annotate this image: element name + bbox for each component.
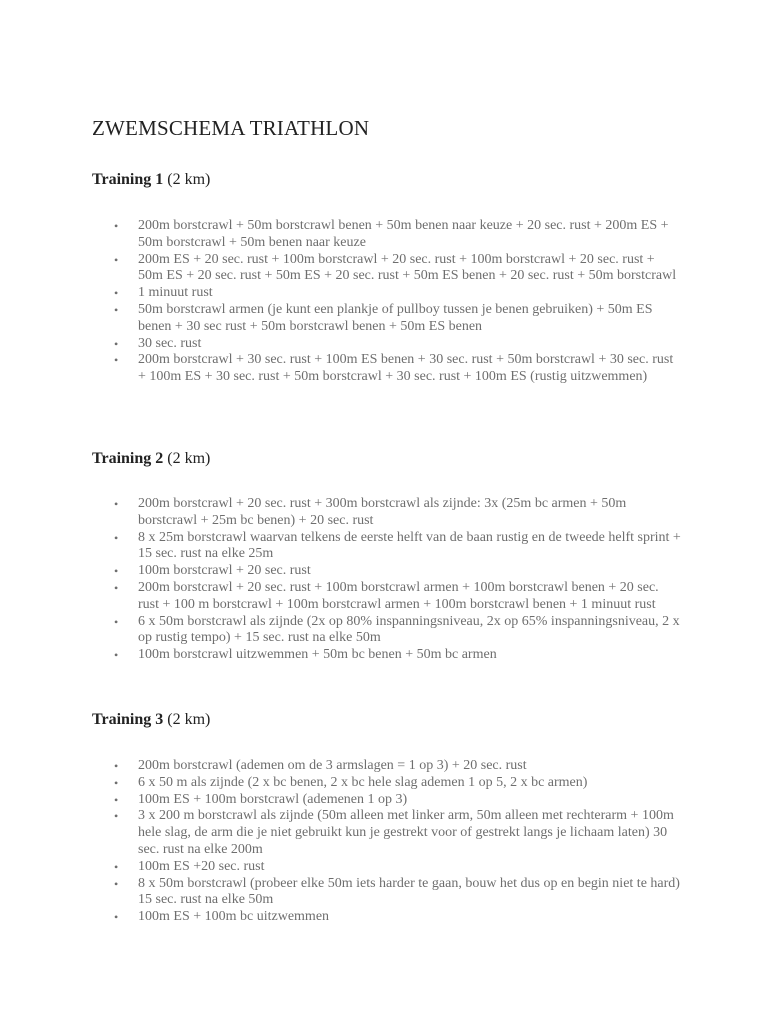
list-item-text: 200m borstcrawl + 30 sec. rust + 100m ES benen + 30 sec. rust + 50m borstcrawl + 30 sec. rust + 100m ES + 30 sec. rust + 50m borstcrawl + 30 sec. rust + 100m ES (rustig uitzwemmen) [138, 352, 674, 385]
list-item-text: 100m ES +20 sec. rust [138, 858, 265, 874]
list-item [112, 647, 682, 664]
list-item-text: 3 x 200 m borstcrawl als zijnde (50m alleen met linker arm, 50m alleen met rechterarm + 100m hele slag, de arm die je niet gebruikt kun je gestrekt voor of gestrekt langs je lichaam laten) 30 sec. rust na elke 200m [138, 808, 674, 857]
list-item [112, 909, 682, 926]
list-item [112, 859, 682, 876]
training-1-list [112, 218, 682, 386]
bullet-icon: • [114, 219, 119, 233]
list-item-text: 100m ES + 100m bc uitzwemmen [138, 909, 330, 925]
bullet-icon: • [114, 876, 119, 891]
list-item-text: 8 x 50m borstcrawl (probeer elke 50m iets harder te gaan, bouw het dus op en begin niet te hard) 15 sec. rust na elke 50m [138, 875, 680, 908]
list-item [112, 580, 682, 614]
list-item [112, 352, 682, 386]
bullet-icon: • [114, 564, 119, 579]
bullet-icon: • [114, 910, 119, 925]
bullet-icon: • [114, 648, 119, 663]
list-item [112, 792, 682, 809]
list-item [112, 563, 682, 580]
list-item-text: 100m borstcrawl + 20 sec. rust [138, 563, 311, 579]
document-title: ZWEMSCHEMA TRIATHLON [92, 116, 370, 140]
list-item-text: 1 minuut rust [138, 285, 213, 301]
list-item-text: 200m borstcrawl + 20 sec. rust + 300m borstcrawl als zijnde: 3x (25m bc armen + 50m borstcrawl + 25m bc benen) + 20 sec. rust [138, 496, 627, 528]
list-item [112, 336, 682, 353]
section-label: Training 1 [92, 171, 164, 188]
list-item [112, 614, 682, 648]
bullet-icon: • [114, 580, 119, 595]
bullet-icon: • [114, 252, 119, 267]
list-item-text: 200m borstcrawl + 20 sec. rust + 100m borstcrawl armen + 100m borstcrawl benen + 20 sec. rust + 100 m borstcrawl + 100m borstcrawl armen + 100m borstcrawl benen + 1 minuut rust [138, 579, 659, 612]
bullet-icon: • [114, 859, 119, 874]
section-distance: (2 km) [167, 171, 211, 188]
list-item-text: 8 x 25m borstcrawl waarvan telkens de eerste helft van de baan rustig en de tweede helft sprint + 15 sec. rust na elke 25m [138, 529, 681, 562]
list-item [112, 775, 682, 792]
bullet-icon: • [114, 353, 119, 368]
section-label: Training 2 [92, 450, 164, 467]
list-item-text: 6 x 50 m als zijnde (2 x bc benen, 2 x bc hele slag ademen 1 op 5, 2 x bc armen) [138, 774, 588, 790]
bullet-icon: • [114, 759, 119, 773]
bullet-icon: • [114, 809, 119, 824]
list-item [112, 808, 682, 858]
list-item [112, 530, 682, 564]
training-3-list [112, 758, 682, 926]
list-item [112, 285, 682, 302]
section-heading-training-2 [92, 450, 210, 468]
bullet-icon: • [114, 336, 119, 351]
list-item-text: 30 sec. rust [138, 335, 202, 351]
list-item [112, 758, 682, 775]
list-item-text: 200m borstcrawl + 50m borstcrawl benen + 50m benen naar keuze + 20 sec. rust + 200m ES + 50m borstcrawl + 50m benen naar keuze [138, 218, 669, 250]
bullet-icon: • [114, 530, 119, 545]
list-item-text: 6 x 50m borstcrawl als zijnde (2x op 80% inspanningsniveau, 2x op 65% inspanningsniveau, 2 x op rustig tempo) + 15 sec. rust na elke 50m [138, 613, 680, 646]
list-item [112, 218, 682, 252]
list-item [112, 252, 682, 286]
bullet-icon: • [114, 792, 119, 807]
section-distance: (2 km) [167, 711, 211, 728]
section-label: Training 3 [92, 711, 164, 728]
list-item-text: 100m ES + 100m borstcrawl (ademenen 1 op 3) [138, 791, 408, 807]
bullet-icon: • [114, 286, 119, 301]
list-item-text: 200m ES + 20 sec. rust + 100m borstcrawl + 20 sec. rust + 100m borstcrawl + 20 sec. rust + 50m ES + 20 sec. rust + 50m ES + 20 sec. rust + 50m ES benen + 20 sec. rust + 50m borstcrawl [138, 251, 677, 284]
bullet-icon: • [114, 775, 119, 790]
list-item [112, 496, 682, 530]
bullet-icon: • [114, 497, 119, 511]
training-2-list [112, 496, 682, 664]
section-distance: (2 km) [167, 450, 211, 467]
section-heading-training-1 [92, 171, 210, 189]
bullet-icon: • [114, 614, 119, 629]
list-item [112, 876, 682, 910]
section-heading-training-3 [92, 711, 210, 729]
list-item-text: 50m borstcrawl armen (je kunt een plankje of pullboy tussen je benen gebruiken) + 50m ES benen + 30 sec rust + 50m borstcrawl benen + 50m ES benen [138, 301, 653, 334]
bullet-icon: • [114, 302, 119, 317]
list-item-text: 200m borstcrawl (ademen om de 3 armslagen = 1 op 3) + 20 sec. rust [138, 758, 527, 773]
list-item [112, 302, 682, 336]
list-item-text: 100m borstcrawl uitzwemmen + 50m bc benen + 50m bc armen [138, 647, 497, 663]
